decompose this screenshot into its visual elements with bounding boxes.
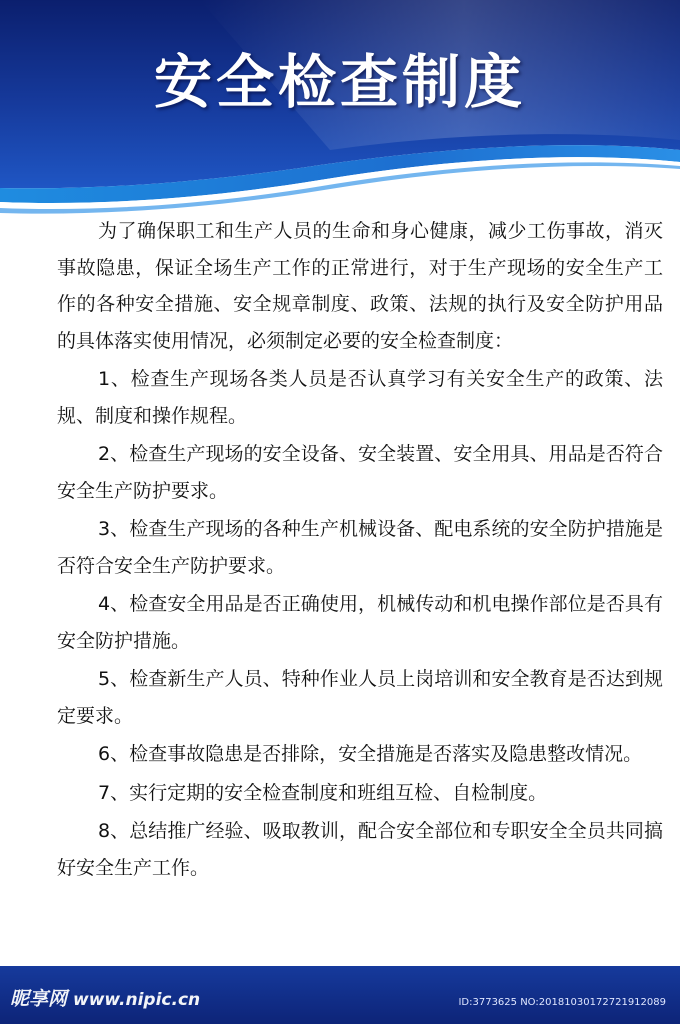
watermark-url: www.nipic.cn — [73, 990, 201, 1010]
list-item: 8、总结推广经验、吸取教训，配合安全部位和专职安全全员共同搞好安全生产工作。 — [57, 820, 663, 879]
watermark-brand: 昵享网 — [10, 988, 68, 1010]
footer-bar — [0, 966, 680, 1024]
header-banner — [0, 0, 680, 215]
page-title: 安全检查制度 — [153, 48, 526, 116]
list-item: 5、检查新生产人员、特种作业人员上岗培训和安全教育是否达到规定要求。 — [57, 668, 663, 727]
list-item: 7、实行定期的安全检查制度和班组互检、自检制度。 — [98, 781, 548, 804]
list-item: 3、检查生产现场的各种生产机械设备、配电系统的安全防护措施是否符合安全生产防护要求。 — [57, 518, 663, 577]
list-item: 2、检查生产现场的安全设备、安全装置、安全用具、用品是否符合安全生产防护要求。 — [57, 443, 663, 502]
intro-paragraph: 为了确保职工和生产人员的生命和身心健康，减少工伤事故，消灭事故隐患，保证全场生产工作的正常进行，对于生产现场的安全生产工作的各种安全措施、安全规章制度、政策、法规的执行及安全防护用品的具体落实使用情况，必须制定必要的安全检查制度： — [57, 220, 663, 352]
list-item: 4、检查安全用品是否正确使用，机械传动和机电操作部位是否具有安全防护措施。 — [57, 593, 663, 652]
image-id-label: ID:3773625 NO:20181030172721912089 — [458, 997, 666, 1008]
document-body — [57, 213, 663, 886]
list-item: 1、检查生产现场各类人员是否认真学习有关安全生产的政策、法规、制度和操作规程。 — [57, 368, 663, 427]
list-item: 6、检查事故隐患是否排除，安全措施是否落实及隐患整改情况。 — [98, 743, 643, 765]
watermark — [10, 986, 200, 1013]
